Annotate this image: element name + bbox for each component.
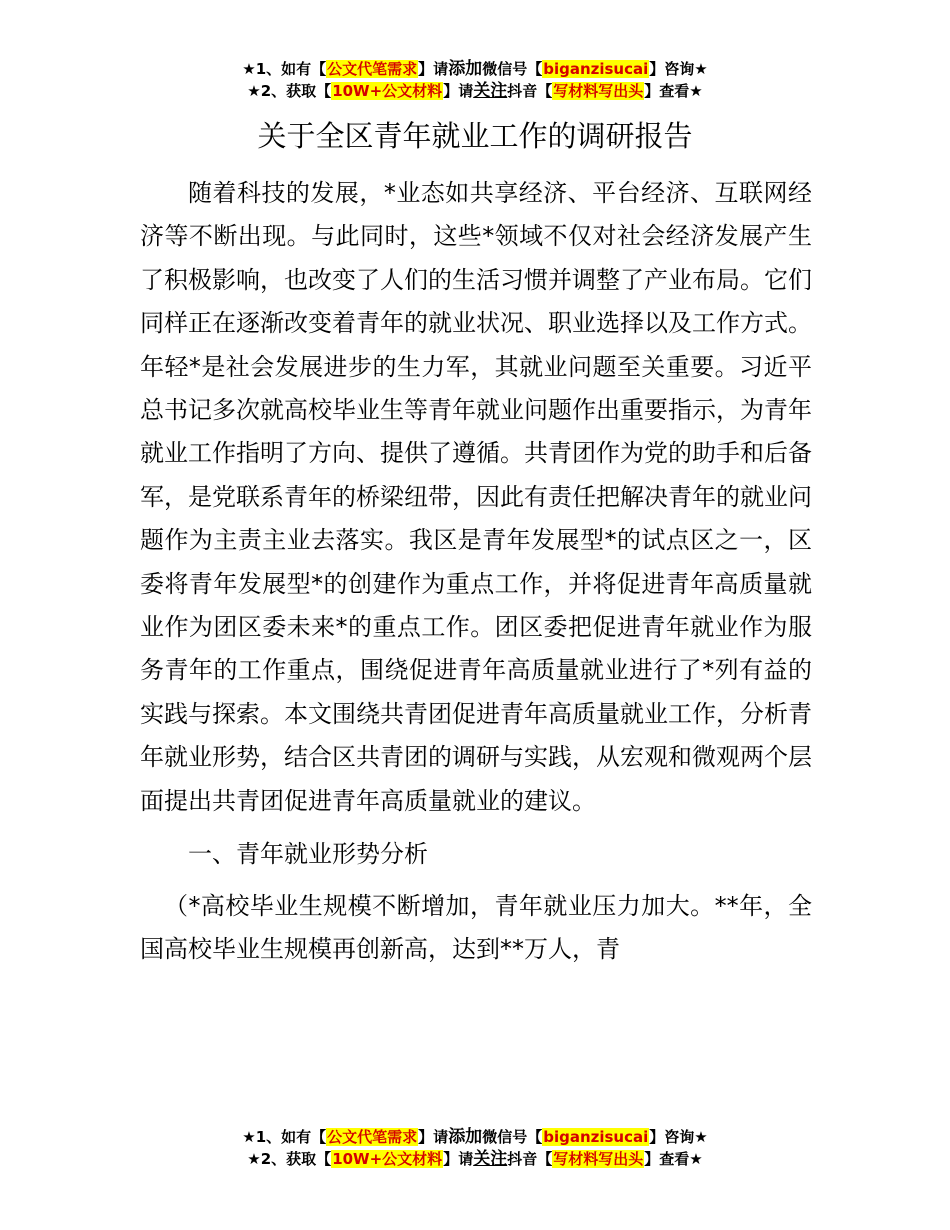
top-banner — [0, 58, 950, 102]
body-paragraph: （*高校毕业生规模不断增加，青年就业压力加大。**年，全国高校毕业生规模再创新高，达到**万人，青 — [140, 891, 812, 963]
banner-highlight: 公文代笔需求 — [327, 60, 418, 78]
banner-highlight: 公文代笔需求 — [327, 1128, 418, 1146]
banner-line-2: ★2、获取【10W+公文材料】请关注抖音【写材料写出头】查看★ — [247, 81, 703, 101]
douyin-highlight: 写材料写出头 — [553, 1150, 644, 1168]
banner-highlight: 10W+公文材料 — [332, 82, 443, 100]
douyin-highlight: 写材料写出头 — [553, 82, 644, 100]
banner-highlight: 10W+公文材料 — [332, 1150, 443, 1168]
bottom-banner — [0, 1126, 950, 1170]
banner-line-1: ★1、如有【公文代笔需求】请添加微信号【biganzisucai】咨询★ — [242, 1127, 708, 1147]
banner-line-2: ★2、获取【10W+公文材料】请关注抖音【写材料写出头】查看★ — [247, 1149, 703, 1169]
wechat-id-highlight: biganzisucai — [543, 1128, 649, 1146]
wechat-id-highlight: biganzisucai — [543, 60, 649, 78]
banner-line-1: ★1、如有【公文代笔需求】请添加微信号【biganzisucai】咨询★ — [242, 59, 708, 79]
document-body — [140, 172, 812, 971]
document-title: 关于全区青年就业工作的调研报告 — [257, 119, 693, 153]
section-heading: 一、青年就业形势分析 — [188, 840, 428, 869]
intro-paragraph: 随着科技的发展，*业态如共享经济、平台经济、互联网经济等不断出现。与此同时，这些*领域不仅对社会经济发展产生了积极影响，也改变了人们的生活习惯并调整了产业布局。它们同样正在逐渐改变着青年的就业状况、职业选择以及工作方式。年轻*是社会发展进步的生力军，其就业问题至关重要。习近平总书记多次就高校毕业生等青年就业问题作出重要指示，为青年就业工作指明了方向、提供了遵循。共青团作为党的助手和后备军，是党联系青年的桥梁纽带，因此有责任把解决青年的就业问题作为主责主业去落实。我区是青年发展型*的试点区之一，区委将青年发展型*的创建作为重点工作，并将促进青年高质量就业作为团区委未来*的重点工作。团区委把促进青年就业作为服务青年的工作重点，围绕促进青年高质量就业进行了*列有益的实践与探索。本文围绕共青团促进青年高质量就业工作，分析青年就业形势，结合区共青团的调研与实践，从宏观和微观两个层面提出共青团促进青年高质量就业的建议。 — [140, 179, 812, 815]
